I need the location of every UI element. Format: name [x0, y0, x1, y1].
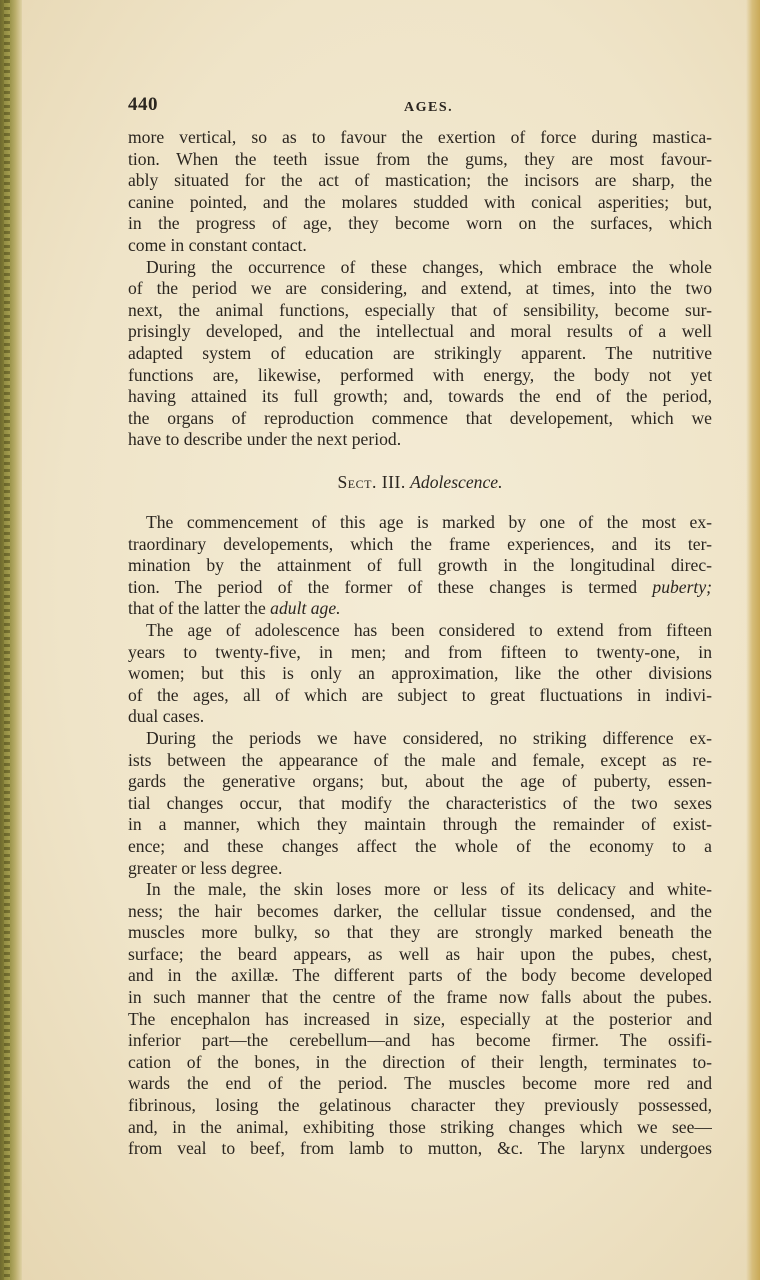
paragraph-line: ably situated for the act of mastication; the incisors are sharp, the — [128, 170, 712, 191]
paragraph-line: having attained its full growth; and, towards the end of the period, — [128, 386, 712, 407]
paragraph-line: from veal to beef, from lamb to mutton, &c. The larynx undergoes — [128, 1138, 712, 1159]
paragraph-line: and in the axillæ. The different parts of the body become developed — [128, 965, 712, 986]
paragraph-line: The encephalon has increased in size, especially at the posterior and — [128, 1008, 712, 1029]
paragraph-line: ence; and these changes affect the whole of the economy to a — [128, 835, 712, 856]
paragraph-line: canine pointed, and the molares studded with conical asperities; but, — [128, 191, 712, 212]
paragraph-line: more vertical, so as to favour the exertion of force during mastica- — [128, 127, 712, 147]
paragraph-line: years to twenty-five, in men; and from fifteen to twenty-one, in — [128, 641, 712, 662]
paragraph-line-text: that of the latter the — [128, 598, 266, 619]
paragraph-line: in such manner that the centre of the frame now falls about the pubes. — [128, 987, 712, 1008]
paragraph-line: of the period we are considering, and extend, at times, into the two — [128, 278, 712, 299]
paragraph-line: dual cases. — [128, 706, 205, 727]
running-head: AGES. — [404, 100, 454, 115]
paragraph-line: next, the animal functions, especially that of sensibility, become sur- — [128, 299, 712, 320]
paragraph-line: cation of the bones, in the direction of their length, terminates to- — [128, 1051, 712, 1072]
paragraph-line: in the progress of age, they become worn on the surfaces, which — [128, 213, 712, 234]
page-number: 440 — [128, 94, 158, 115]
page-fore-edge — [746, 0, 760, 1280]
paragraph-line: gards the generative organs; but, about the age of puberty, essen- — [128, 771, 712, 792]
paragraph-line: women; but this is only an approximation, like the other divisions — [128, 663, 712, 684]
paragraph-line: inferior part—the cerebellum—and has become firmer. The ossifi- — [128, 1030, 712, 1051]
paragraph-line — [128, 577, 712, 599]
paragraph-line: in a manner, which they maintain through the remainder of exist- — [128, 814, 712, 835]
paragraph-line: tial changes occur, that modify the characteristics of the two sexes — [128, 792, 712, 813]
paragraph-line: greater or less degree. — [128, 857, 283, 878]
paragraph-line: prisingly developed, and the intellectual and moral results of a well — [128, 321, 712, 342]
paragraph-line: muscles more bulky, so that they are strongly marked beneath the — [128, 922, 712, 943]
text-block-upper — [128, 127, 712, 451]
paragraph-line: ists between the appearance of the male and female, except as re- — [128, 749, 712, 770]
paragraph-line: traordinary developements, which the frame experiences, and its ter- — [128, 533, 712, 554]
paragraph-line: the organs of reproduction commence that developement, which we — [128, 407, 712, 428]
text-block-lower — [128, 512, 712, 1160]
paragraph-line: have to describe under the next period. — [128, 429, 402, 450]
paragraph-line — [128, 598, 712, 620]
paragraph-line: of the ages, all of which are subject to great fluctuations in indivi- — [128, 684, 712, 705]
paragraph-line: wards the end of the period. The muscles become more red and — [128, 1073, 712, 1094]
paragraph-line: During the periods we have considered, no striking difference ex- — [146, 727, 712, 748]
paragraph-line: come in constant contact. — [128, 234, 307, 255]
paragraph-line: The commencement of this age is marked by one of the most ex- — [146, 512, 712, 532]
paragraph-line: adapted system of education are strikingly apparent. The nutritive — [128, 342, 712, 363]
page-header — [128, 94, 708, 118]
paragraph-line: In the male, the skin loses more or less of its delicacy and white- — [146, 879, 712, 900]
paragraph-line: fibrinous, losing the gelatinous character they previously possessed, — [128, 1095, 712, 1116]
text-block-lower-rest — [128, 620, 712, 1160]
term-adult-age: adult age. — [270, 598, 341, 619]
paragraph-line: surface; the beard appears, as well as hair upon the pubes, chest, — [128, 943, 712, 964]
paragraph-line: and, in the animal, exhibiting those striking changes which we see— — [128, 1116, 712, 1137]
paragraph-line: functions are, likewise, performed with energy, the body not yet — [128, 364, 712, 385]
term-puberty: puberty; — [652, 576, 712, 597]
paragraph-line: The age of adolescence has been considered to extend from fifteen — [146, 619, 712, 640]
section-title: Adolescence. — [410, 472, 503, 492]
paragraph-line: ness; the hair becomes darker, the cellular tissue condensed, and the — [128, 900, 712, 921]
paragraph-line: During the occurrence of these changes, which embrace the whole — [146, 256, 712, 277]
book-spine-edge — [0, 0, 22, 1280]
paragraph-line: tion. When the teeth issue from the gums, they are most favour- — [128, 148, 712, 169]
paragraph-line-text: tion. The period of the former of these changes is termed — [128, 576, 638, 597]
paragraph-line: mination by the attainment of full growth in the longitudinal direc- — [128, 555, 712, 576]
section-heading — [128, 472, 712, 493]
section-label: Sect. III. — [337, 472, 406, 492]
